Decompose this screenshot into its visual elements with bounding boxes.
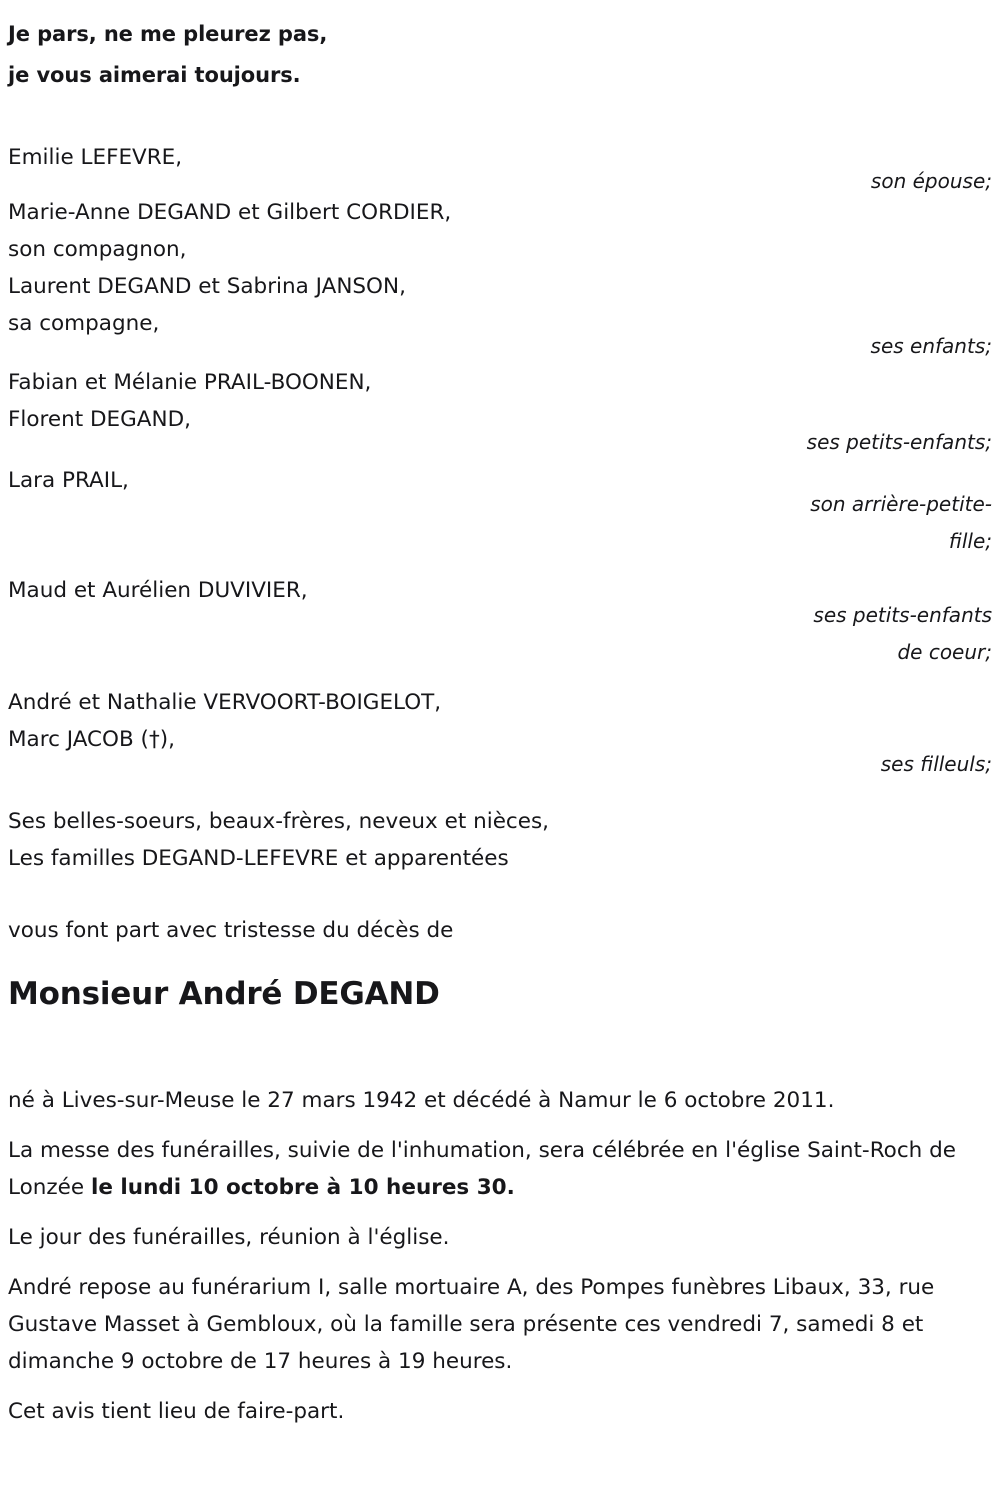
relation-label-enfants bbox=[562, 328, 992, 365]
relation-names bbox=[8, 194, 708, 342]
relation-group-epouse bbox=[0, 139, 1000, 194]
relation-name-line: Emilie LEFEVRE, bbox=[8, 145, 183, 170]
detail-birth-death: né à Lives-sur-Meuse le 27 mars 1942 et décédé à Namur le 6 octobre 2011. bbox=[8, 1088, 835, 1113]
verse-line-1: Je pars, ne me pleurez pas, bbox=[8, 22, 328, 46]
relation-label-line: ses enfants; bbox=[870, 334, 992, 358]
relation-label-line: ses petits-enfants; bbox=[806, 430, 992, 454]
relation-label-petits-enfants bbox=[562, 424, 992, 461]
relation-label-line: ses filleuls; bbox=[880, 752, 992, 776]
relation-group-enfants bbox=[0, 194, 1000, 364]
verse-line-2: je vous aimerai toujours. bbox=[8, 63, 301, 87]
relation-group-petits-enfants-de-coeur bbox=[0, 572, 1000, 684]
detail-reunion: Le jour des funérailles, réunion à l'église. bbox=[8, 1225, 450, 1250]
relation-label-petits-enfants-de-coeur bbox=[562, 597, 992, 671]
relation-label-line: fille; bbox=[948, 529, 992, 553]
announcement-text: vous font part avec tristesse du décès de bbox=[8, 918, 454, 943]
detail-funerarium: André repose au funérarium I, salle mortuaire A, des Pompes funèbres Libaux, 33, rue Gustave Masset à Gembloux, où la famille sera présente ces vendredi 7, samedi 8 et dimanche 9 octobre de 17 heures à 19 heures. bbox=[8, 1275, 935, 1374]
relation-label-filleuls bbox=[562, 746, 992, 783]
relation-label-line: son épouse; bbox=[870, 169, 992, 193]
relation-label-line: son arrière-petite- bbox=[810, 492, 992, 516]
relation-group-filleuls bbox=[0, 684, 1000, 784]
relation-name-line: Marie-Anne DEGAND et Gilbert CORDIER, bbox=[8, 200, 452, 225]
detail-notice: Cet avis tient lieu de faire-part. bbox=[8, 1399, 345, 1424]
relation-name-line: André et Nathalie VERVOORT-BOIGELOT, bbox=[8, 690, 442, 715]
relation-label-arriere-petite-fille bbox=[562, 486, 992, 560]
relation-name-line: Maud et Aurélien DUVIVIER, bbox=[8, 578, 308, 603]
families-line: Les familles DEGAND-LEFEVRE et apparentées bbox=[8, 846, 509, 871]
relations-block bbox=[0, 139, 1000, 784]
relation-group-petits-enfants bbox=[0, 364, 1000, 462]
relation-name-line: son compagnon, bbox=[8, 237, 187, 262]
families-block bbox=[8, 803, 908, 877]
detail-mass bbox=[8, 1132, 992, 1206]
relation-name-line: Lara PRAIL, bbox=[8, 468, 129, 493]
relation-label-line: ses petits-enfants bbox=[813, 603, 992, 627]
relation-name-line: Fabian et Mélanie PRAIL-BOONEN, bbox=[8, 370, 372, 395]
detail-mass-when: le lundi 10 octobre à 10 heures 30. bbox=[90, 1175, 515, 1200]
families-line: Ses belles-soeurs, beaux-frères, neveux et nièces, bbox=[8, 809, 550, 834]
relation-name-line: Laurent DEGAND et Sabrina JANSON, bbox=[8, 274, 406, 299]
relation-name-line: Marc JACOB (†), bbox=[8, 727, 175, 752]
relation-name-line: Florent DEGAND, bbox=[8, 407, 191, 432]
detail-mass-intro: La messe des funérailles, suivie de l'inhumation, sera célébrée en l'église Saint-Roch de Lonzée bbox=[8, 1138, 956, 1200]
relation-name-line: sa compagne, bbox=[8, 311, 160, 336]
epitaph-verse bbox=[8, 14, 908, 96]
details-block bbox=[8, 1082, 992, 1430]
deceased-name: Monsieur André DEGAND bbox=[8, 976, 440, 1012]
relation-group-arriere-petite-fille bbox=[0, 462, 1000, 572]
relation-label-line: de coeur; bbox=[897, 640, 992, 664]
